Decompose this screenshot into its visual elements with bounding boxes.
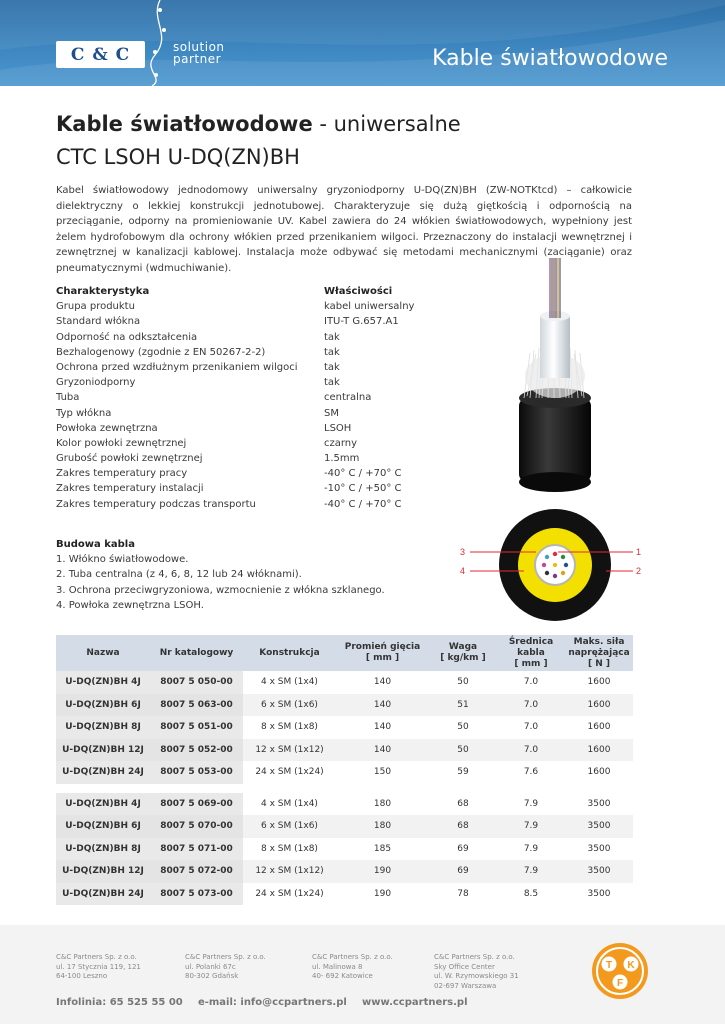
table-cell: 8007 5 073-00 [150, 883, 243, 906]
property-value: 1.5mm [324, 453, 360, 465]
table-cell: 150 [373, 767, 392, 778]
table-cell: 7.9 [523, 798, 539, 809]
table-cell: U-DQ(ZN)BH 4J [56, 671, 150, 694]
table-cell: 140 [373, 677, 392, 688]
cross-section-fibers [542, 552, 568, 578]
table-cell: 1600 [587, 722, 611, 733]
table-cell: 7.9 [497, 860, 565, 883]
table-cell: 8 x SM (1x8) [261, 722, 318, 733]
table-cell: 24 x SM (1x24) [255, 767, 324, 778]
table-cell: 7.0 [523, 677, 539, 688]
table-cell: 4 x SM (1x4) [261, 677, 318, 688]
page-title [56, 112, 461, 136]
footer-address-line: 40- 692 Katowice [312, 972, 373, 980]
table-cell: 68 [457, 798, 469, 809]
table-cell: 7.0 [497, 739, 565, 762]
property-key: Zakres temperatury pracy [56, 468, 188, 480]
property-key: Zakres temperatury podczas transportu [56, 498, 256, 510]
cross-section-label-1: 1 [636, 547, 642, 557]
footer-address-line: ul. Polanki 67c [185, 962, 236, 971]
table-cell: 51 [429, 694, 497, 717]
footer-address-line: 02-697 Warszawa [434, 981, 497, 990]
property-value: czarny [324, 437, 358, 449]
property-value: tak [324, 361, 340, 373]
company-logo [56, 41, 145, 68]
property-key: Gryzoniodporny [56, 377, 136, 389]
footer-address-block [312, 953, 393, 982]
footer-address-block [56, 953, 141, 982]
header-title: Kable światłowodowe [432, 46, 668, 71]
property-value: tak [324, 331, 340, 343]
property-key: Powłoka zewnętrzna [56, 422, 158, 434]
table-row [56, 815, 633, 838]
logo-tagline-line2: partner [173, 52, 222, 66]
property-row [56, 466, 436, 481]
table-cell: 1600 [565, 739, 633, 762]
footer-address-line: ul. Malinowa 8 [312, 962, 363, 971]
property-row [56, 421, 436, 436]
badge-letter-t: T [605, 960, 613, 971]
table-cell: 3500 [587, 798, 611, 809]
table-cell: U-DQ(ZN)BH 4J [56, 793, 150, 816]
table-cell: 185 [373, 843, 392, 854]
property-value: SM [324, 407, 339, 419]
footer-address-line: C&C Partners Sp. z o.o. [434, 953, 515, 961]
property-value: tak [324, 346, 340, 358]
footer-phone: Infolinia: 65 525 55 00 [56, 997, 183, 1008]
property-row [56, 314, 436, 329]
cable-build-item-1: 1. Włókno światłowodowe. [56, 554, 189, 566]
table-cell: 6 x SM (1x6) [243, 694, 336, 717]
table-cell: U-DQ(ZN)BH 6J [56, 694, 150, 717]
properties-header-key: Charakterystyka [56, 286, 150, 297]
property-row [56, 360, 436, 375]
table-cell: 50 [457, 722, 469, 733]
property-key: Grubość powłoki zewnętrznej [56, 453, 203, 465]
table-cell: 69 [457, 843, 469, 854]
property-row [56, 375, 436, 390]
table-row [56, 883, 633, 906]
table-row [56, 793, 633, 816]
table-group-gap [56, 784, 633, 793]
spec-table-header-cell: Nr katalogowy [150, 635, 243, 671]
table-row [56, 694, 633, 717]
spec-table-header-cell: Nazwa [56, 635, 150, 671]
table-cell: 8007 5 053-00 [150, 761, 243, 784]
spec-table [56, 635, 633, 905]
table-cell: 1600 [565, 694, 633, 717]
property-value: kabel uniwersalny [324, 301, 415, 313]
property-value: ITU-T G.657.A1 [324, 316, 399, 328]
properties-list [56, 284, 436, 512]
table-cell: 50 [429, 739, 497, 762]
page-title-bold: Kable światłowodowe [56, 112, 313, 136]
footer-address-line: 64-100 Leszno [56, 972, 108, 980]
table-cell: 7.0 [523, 722, 539, 733]
table-cell: 8007 5 063-00 [150, 694, 243, 717]
table-cell: 180 [336, 815, 429, 838]
property-value: -40° C / +70° C [324, 468, 402, 480]
badge-letter-f: F [616, 978, 624, 989]
table-cell: 8.5 [523, 888, 539, 899]
table-cell: 3500 [587, 888, 611, 899]
page-subtitle: CTC LSOH U-DQ(ZN)BH [56, 145, 300, 169]
table-cell: 12 x SM (1x12) [243, 739, 336, 762]
table-cell: U-DQ(ZN)BH 12J [56, 739, 150, 762]
table-cell: 3500 [565, 815, 633, 838]
table-row [56, 838, 633, 861]
footer-address-line: Sky Office Center [434, 962, 495, 971]
property-key: Kolor powłoki zewnętrznej [56, 437, 187, 449]
property-row [56, 330, 436, 345]
page-header [0, 0, 725, 86]
footer-address-line: C&C Partners Sp. z o.o. [56, 953, 137, 961]
property-value: -40° C / +70° C [324, 498, 402, 510]
table-cell: 190 [336, 860, 429, 883]
property-value: tak [324, 377, 340, 389]
cable-build-title: Budowa kabla [56, 539, 135, 550]
properties-header-value: Właściwości [324, 286, 393, 297]
cable-build-item-2: 2. Tuba centralna (z 4, 6, 8, 12 lub 24 włóknami). [56, 569, 302, 581]
table-cell: 6 x SM (1x6) [243, 815, 336, 838]
table-cell: 8007 5 050-00 [150, 671, 243, 694]
table-gap-cell [56, 784, 633, 793]
cross-section-label-4: 4 [460, 566, 466, 576]
property-key: Typ włókna [56, 407, 112, 419]
table-cell: 8 x SM (1x8) [261, 843, 318, 854]
table-row [56, 761, 633, 784]
table-cell: 7.0 [497, 694, 565, 717]
property-row [56, 451, 436, 466]
table-cell: 7.6 [523, 767, 539, 778]
table-row [56, 716, 633, 739]
table-row [56, 860, 633, 883]
footer-contact [56, 997, 480, 1008]
table-cell: 50 [457, 677, 469, 688]
table-cell: U-DQ(ZN)BH 8J [56, 838, 150, 861]
table-cell: U-DQ(ZN)BH 24J [56, 761, 150, 784]
table-cell: 3500 [587, 843, 611, 854]
table-cell: 24 x SM (1x24) [255, 888, 324, 899]
footer-address-block [185, 953, 266, 982]
badge-letter-k: K [627, 960, 635, 971]
cable-photo-illustration [512, 258, 622, 498]
footer-address-block [434, 953, 519, 991]
table-cell: 8007 5 072-00 [150, 860, 243, 883]
spec-table-header-cell: Promień gięcia [ mm ] [336, 635, 429, 671]
cable-build-section [56, 537, 385, 613]
table-cell: 190 [373, 888, 392, 899]
table-cell: 140 [336, 739, 429, 762]
table-cell: 8007 5 069-00 [150, 793, 243, 816]
logo-tagline-line1: solution [173, 40, 225, 54]
property-row [56, 481, 436, 496]
property-key: Odporność na odkształcenia [56, 331, 198, 343]
table-cell: U-DQ(ZN)BH 12J [56, 860, 150, 883]
spec-table-header-cell: Konstrukcja [243, 635, 336, 671]
table-cell: U-DQ(ZN)BH 24J [56, 883, 150, 906]
footer-address-line: 80-302 Gdańsk [185, 972, 239, 980]
table-cell: U-DQ(ZN)BH 8J [56, 716, 150, 739]
property-key: Standard włókna [56, 316, 141, 328]
properties-rows [56, 299, 436, 512]
spec-table-header-row [56, 635, 633, 671]
table-row [56, 671, 633, 694]
spec-table-header-cell: Waga [ kg/km ] [429, 635, 497, 671]
property-row [56, 436, 436, 451]
property-value: LSOH [324, 422, 352, 434]
table-cell: 78 [457, 888, 469, 899]
properties-header [56, 284, 436, 299]
spec-table-header-cell: Średnica kabla [ mm ] [497, 635, 565, 671]
table-cell: 12 x SM (1x12) [243, 860, 336, 883]
table-cell: 1600 [587, 767, 611, 778]
table-cell: 7.9 [523, 843, 539, 854]
property-row [56, 345, 436, 360]
footer-email: e-mail: info@ccpartners.pl [197, 997, 347, 1008]
table-cell: U-DQ(ZN)BH 6J [56, 815, 150, 838]
logo-tagline [173, 41, 225, 65]
footer-address-line: C&C Partners Sp. z o.o. [312, 953, 393, 961]
cable-build-item-3: 3. Ochrona przeciwgryzoniowa, wzmocnienie z włókna szklanego. [56, 584, 385, 596]
logo-text: C & C [70, 44, 131, 65]
table-cell: 7.9 [497, 815, 565, 838]
tkf-certification-badge [591, 942, 649, 1000]
table-cell: 8007 5 071-00 [150, 838, 243, 861]
property-key: Bezhalogenowy (zgodnie z EN 50267-2-2) [56, 346, 266, 358]
page-title-rest: - uniwersalne [312, 112, 461, 136]
table-cell: 3500 [565, 860, 633, 883]
property-row [56, 390, 436, 405]
table-cell: 69 [429, 860, 497, 883]
property-key: Ochrona przed wzdłużnym przenikaniem wilgoci [56, 361, 298, 373]
cable-cross-section-diagram [458, 505, 648, 625]
property-row [56, 299, 436, 314]
footer-website: www.ccpartners.pl [362, 997, 468, 1008]
property-row [56, 497, 436, 512]
table-cell: 8007 5 051-00 [150, 716, 243, 739]
intro-paragraph: Kabel światłowodowy jednodomowy uniwersalny gryzoniodporny U-DQ(ZN)BH (ZW-NOTKtcd) – całkowicie dielektryczny o lekkiej konstrukcji jednotubowej. Charakteryzuje się dużą giętkością i odpornością na przeciąganie, odporny na promieniowanie UV. Kabel zawiera do 24 włókien światłowodowych, wypełniony jest żelem hydrofobowym dla ochrony włókien przed przenikaniem wilgoci. Przeznaczony do instalacji wewnętrznej i zewnętrznej w kanalizacji kablowej. Instalacja może odbywać się metodami mechanicznymi (zaciąganie) oraz pneumatycznymi (wdmuchiwanie). [56, 185, 632, 274]
table-cell: 4 x SM (1x4) [261, 798, 318, 809]
table-cell: 140 [336, 694, 429, 717]
table-cell: 8007 5 052-00 [150, 739, 243, 762]
property-key: Tuba [56, 392, 80, 404]
table-cell: 1600 [587, 677, 611, 688]
table-cell: 140 [373, 722, 392, 733]
table-row [56, 739, 633, 762]
property-value: -10° C / +50° C [324, 483, 402, 495]
table-cell: 180 [373, 798, 392, 809]
property-key: Zakres temperatury instalacji [56, 483, 204, 495]
table-cell: 68 [429, 815, 497, 838]
spec-table-body [56, 671, 633, 905]
property-value: centralna [324, 392, 372, 404]
footer-address-line: C&C Partners Sp. z o.o. [185, 953, 266, 961]
cable-build-item-4: 4. Powłoka zewnętrzna LSOH. [56, 599, 204, 611]
table-cell: 8007 5 070-00 [150, 815, 243, 838]
footer-address-line: ul. 17 Stycznia 119, 121 [56, 962, 141, 971]
table-cell: 59 [457, 767, 469, 778]
footer-address-line: ul. W. Rzymowskiego 31 [434, 972, 519, 980]
spec-table-header-cell: Maks. siła naprężająca [ N ] [565, 635, 633, 671]
cross-section-label-3: 3 [460, 547, 466, 557]
cross-section-label-2: 2 [636, 566, 642, 576]
property-row [56, 406, 436, 421]
property-key: Grupa produktu [56, 301, 135, 313]
